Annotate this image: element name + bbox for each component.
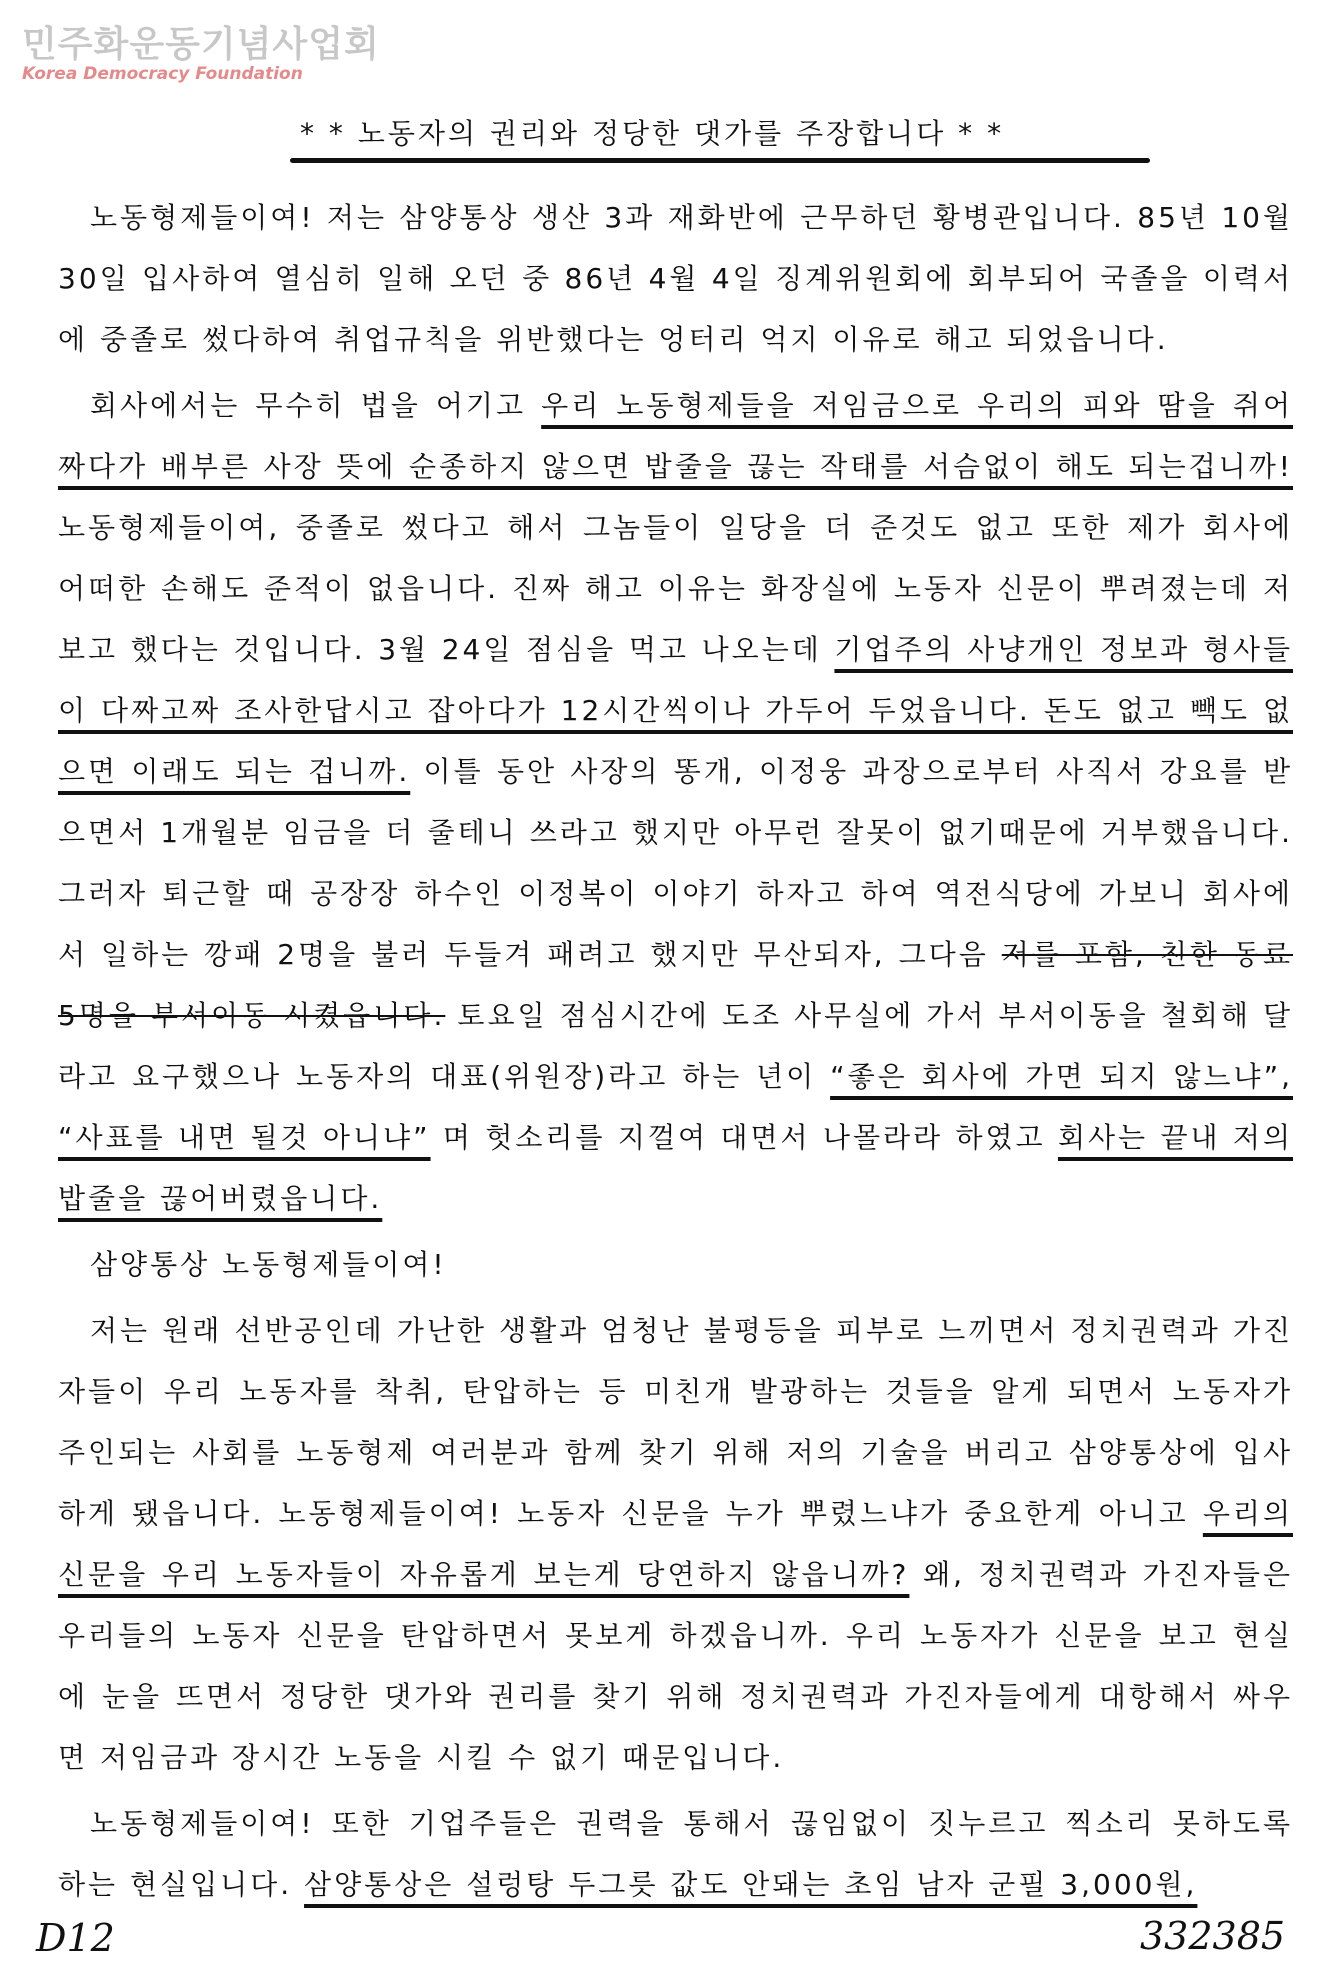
document-body bbox=[58, 187, 1293, 1920]
page-code: D12 bbox=[36, 1916, 115, 1960]
underlined-text: 회사는 끝내 저의 밥줄을 끊어버렸읍니다. bbox=[58, 1121, 1294, 1215]
paragraph bbox=[58, 1234, 1293, 1295]
text-run: 이틀 동안 사장의 똥개, 이정웅 과장으로부터 사직서 강요를 받으면서 1개월분 임금을 더 줄테니 쓰라고 했지만 아무런 잘못이 없기때문에 거부했읍니다. 그러자 퇴근할 때 공장장 하수인 이정복이 이야기 하자고 하여 역전식당에 가보니 회사에서 일하는 깡패 2명을 불러 두들겨 패려고 했지만 무산되자, 그다음 bbox=[58, 755, 1293, 971]
paragraph bbox=[58, 1793, 1293, 1915]
text-run: 노동형제들이여! 또한 기업주들은 권력을 통해서 끊임없이 짓누르고 찍소리 못하도록 하는 현실입니다. bbox=[58, 1807, 1293, 1901]
paragraph bbox=[58, 375, 1293, 1229]
paragraph bbox=[58, 187, 1293, 370]
title-underline bbox=[290, 158, 1150, 163]
paragraph bbox=[58, 1300, 1293, 1788]
watermark-korean: 민주화운동기념사업회 bbox=[22, 24, 380, 65]
underlined-text: “좋은 회사에 가면 되지 않느냐”, “사표를 내면 될것 아니냐” bbox=[58, 1060, 1294, 1154]
underlined-text: 우리 노동형제들을 저임금으로 우리의 피와 땀을 쥐어 짜다가 배부른 사장 뜻에 순종하지 않으면 밥줄을 끊는 작태를 서슴없이 해도 되는겁니까! bbox=[58, 389, 1293, 483]
text-run: 삼양통상 노동형제들이여! bbox=[90, 1248, 447, 1281]
watermark-english: Korea Democracy Foundation bbox=[22, 64, 303, 84]
archive-number: 332385 bbox=[1140, 1914, 1286, 1958]
underlined-text: 삼양통상은 설렁탕 두그릇 값도 안돼는 초임 남자 군필 3,000원, bbox=[304, 1868, 1198, 1901]
text-run: 토요일 점심시간에 도조 사무실에 가서 부서이동을 철회해 달라고 요구했으나 노동자의 대표(위원장)라고 하는 년이 bbox=[58, 999, 1294, 1093]
struck-text: 저를 포함, 친한 동료 5명을 부서이동 시켰읍니다. bbox=[58, 938, 1293, 1032]
document-title: * * 노동자의 권리와 정당한 댓가를 주장합니다 * * bbox=[300, 117, 1005, 150]
text-run: 회사에서는 무수히 법을 어기고 bbox=[90, 389, 542, 422]
text-run: 며 헛소리를 지껄여 대면서 나몰라라 하였고 bbox=[430, 1121, 1058, 1154]
underlined-text: 기업주의 사냥개인 정보과 형사들이 다짜고짜 조사한답시고 잡아다가 12시간씩이나 가두어 두었읍니다. 돈도 없고 빽도 없으면 이래도 되는 겁니까. bbox=[58, 633, 1294, 788]
text-run: 노동형제들이여, 중졸로 썼다고 해서 그놈들이 일당을 더 준것도 없고 또한 제가 회사에 어떠한 손해도 준적이 없읍니다. 진짜 해고 이유는 화장실에 노동자 신문이 뿌려졌는데 저보고 했다는 것입니다. 3월 24일 점심을 먹고 나오는데 bbox=[58, 511, 1293, 666]
underlined-text: 우리의 신문을 우리 노동자들이 자유롭게 보는게 당연하지 않읍니까? bbox=[58, 1497, 1293, 1591]
text-run: 왜, 정치권력과 가진자들은 우리들의 노동자 신문을 탄압하면서 못보게 하겠읍니까. 우리 노동자가 신문을 보고 현실에 눈을 뜨면서 정당한 댓가와 권리를 찾기 위해 정치권력과 가진자들에게 대항해서 싸우면 저임금과 장시간 노동을 시킬 수 없기 때문입니다. bbox=[58, 1558, 1294, 1774]
text-run: 저는 원래 선반공인데 가난한 생활과 엄청난 불평등을 피부로 느끼면서 정치권력과 가진자들이 우리 노동자를 착취, 탄압하는 등 미친개 발광하는 것들을 알게 되면서 노동자가 주인되는 사회를 노동형제 여러분과 함께 찾기 위해 저의 기술을 버리고 삼양통상에 입사하게 됐읍니다. 노동형제들이여! 노동자 신문을 누가 뿌렸느냐가 중요한게 아니고 bbox=[58, 1314, 1293, 1530]
text-run: 노동형제들이여! 저는 삼양통상 생산 3과 재화반에 근무하던 황병관입니다. 85년 10월 30일 입사하여 열심히 일해 오던 중 86년 4월 4일 징계위원회에 회부되어 국졸을 이력서에 중졸로 썼다하여 취업규칙을 위반했다는 엉터리 억지 이유로 해고 되었읍니다. bbox=[58, 201, 1293, 356]
